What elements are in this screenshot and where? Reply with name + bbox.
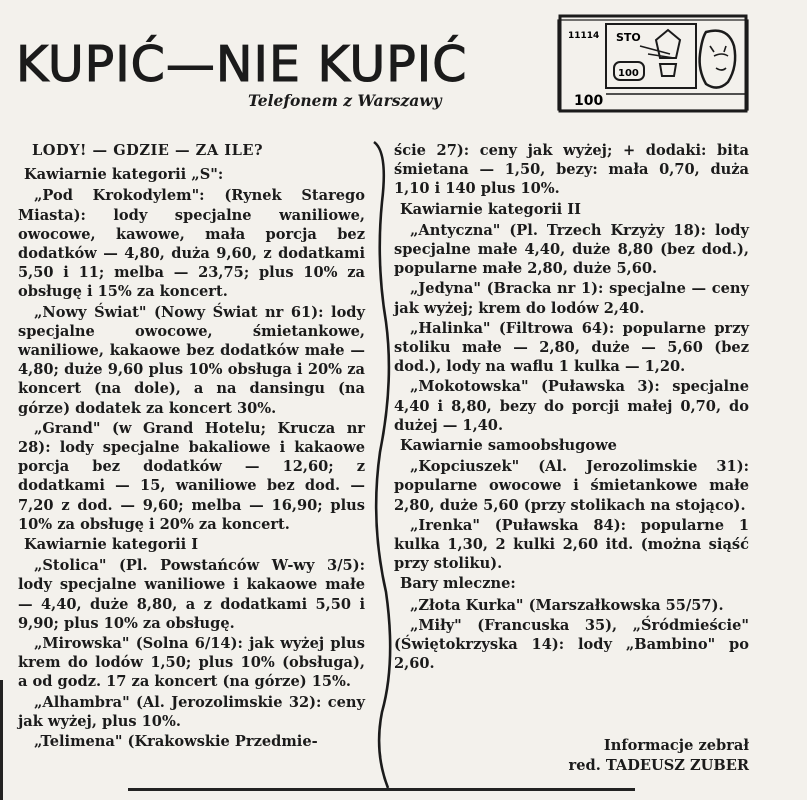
section-heading: Kawiarnie kategorii II: [400, 200, 581, 218]
paragraph: „Grand" (w Grand Hotelu; Krucza nr 28): lody specjalne bakaliowe i kakaowe porcja bez dodatków — 12,60; z dodatkami — 15, waniliowe bez dod. — 7,20 z dod. — 9,60; melba — 16,90; plus 10% za obsługę i 20% za koncert.: [18, 419, 365, 533]
paragraph: „Stolica" (Pl. Powstańców W-wy 3/5): lody specjalne waniliowe i kakaowe małe — 4,40, duże 8,80, a z dodatkami 5,50 i 9,90; plus 10% za obsługę.: [18, 557, 365, 632]
headline: KUPIĆ—NIE KUPIĆ: [16, 36, 468, 93]
paragraph: „Mirowska" (Solna 6/14): jak wyżej plus krem do lodów 1,50; plus 10% (obsługa), a od godz. 17 za koncert (na górze) 15%.: [18, 635, 365, 691]
credit-line: Informacje zebrał: [603, 737, 749, 754]
stamp-label-sto: STO: [616, 31, 641, 44]
paragraph: „Kopciuszek" (Al. Jerozolimskie 31): popularne owocowe i śmietankowe małe 2,80, duże 5,60 (przy stolikach na stojąco).: [394, 458, 749, 514]
stamp-serial: 11114: [568, 31, 600, 41]
bottom-rule: [128, 788, 635, 791]
section-heading: Kawiarnie kategorii „S":: [24, 166, 224, 184]
paragraph: „Jedyna" (Bracka nr 1): specjalne — ceny jak wyżej; krem do lodów 2,40.: [394, 280, 749, 317]
column-brace-divider: [366, 140, 392, 790]
column-left: [18, 141, 365, 752]
paragraph: „Pod Krokodylem": (Rynek Starego Miasta): lody specjalne waniliowe, owocowe, kawowe, mała porcja bez dodatków — 4,80, duża 9,60, z dodatkami 5,50 i 11; melba — 23,75; plus 10% za obsługę i 15% za koncert.: [18, 187, 365, 301]
banknote-illustration: [556, 12, 751, 116]
paragraph: „Alhambra" (Al. Jerozolimskie 32): ceny jak wyżej, plus 10%.: [18, 693, 365, 730]
paragraph: ście 27): ceny jak wyżej; + dodaki: bita śmietana — 1,50, bezy: mała 0,70, duża 1,10 i 140 plus 10%.: [394, 142, 749, 198]
section-heading: Kawiarnie samoobsługowe: [400, 437, 617, 455]
paragraph: „Mokotowska" (Puławska 3): specjalne 4,40 i 8,80, bezy do porcji małej 0,70, do dużej — 1,40.: [394, 378, 749, 434]
stamp-label-100: 100: [574, 93, 604, 109]
left-margin-mark: [0, 680, 3, 800]
section-heading: Bary mleczne:: [400, 575, 516, 593]
paragraph: „Telimena" (Krakowskie Przedmie-: [34, 733, 318, 751]
paragraph: „Złota Kurka" (Marszałkowska 55/57).: [410, 596, 724, 614]
paragraph: „Halinka" (Filtrowa 64): popularne przy stoliku małe — 2,80, duże — 5,60 (bez dod.), lody na waflu 1 kulka — 1,20.: [394, 319, 749, 376]
section-heading: Kawiarnie kategorii I: [24, 536, 199, 554]
section-heading: LODY! — GDZIE — ZA ILE?: [32, 142, 264, 159]
paragraph: „Antyczna" (Pl. Trzech Krzyży 18): lody specjalne małe 4,40, duże 8,80 (bez dod.), popularne małe 2,80, duże 5,60.: [394, 221, 749, 278]
credit-author: red. TADEUSZ ZUBER: [568, 757, 749, 774]
paragraph: „Miły" (Francuska 35), „Śródmieście" (Świętokrzyska 14): lody „Bambino" po 2,60.: [394, 616, 749, 673]
column-right: [394, 141, 749, 674]
stamp-label-100-box: 100: [618, 68, 639, 79]
paragraph: „Irenka" (Puławska 84): popularne 1 kulka 1,30, 2 kulki 2,60 itd. (można siąść przy stoliku).: [394, 516, 749, 573]
paragraph: „Nowy Świat" (Nowy Świat nr 61): lody specjalne owocowe, śmietankowe, waniliowe, kakaowe bez dodatków małe — 4,80; duże 9,60 plus 10% obsługa i 20% za koncert (na dole), a na dansingu (na górze) dodatek za koncert 30%.: [18, 303, 365, 417]
dateline: Telefonem z Warszawy: [248, 91, 442, 110]
